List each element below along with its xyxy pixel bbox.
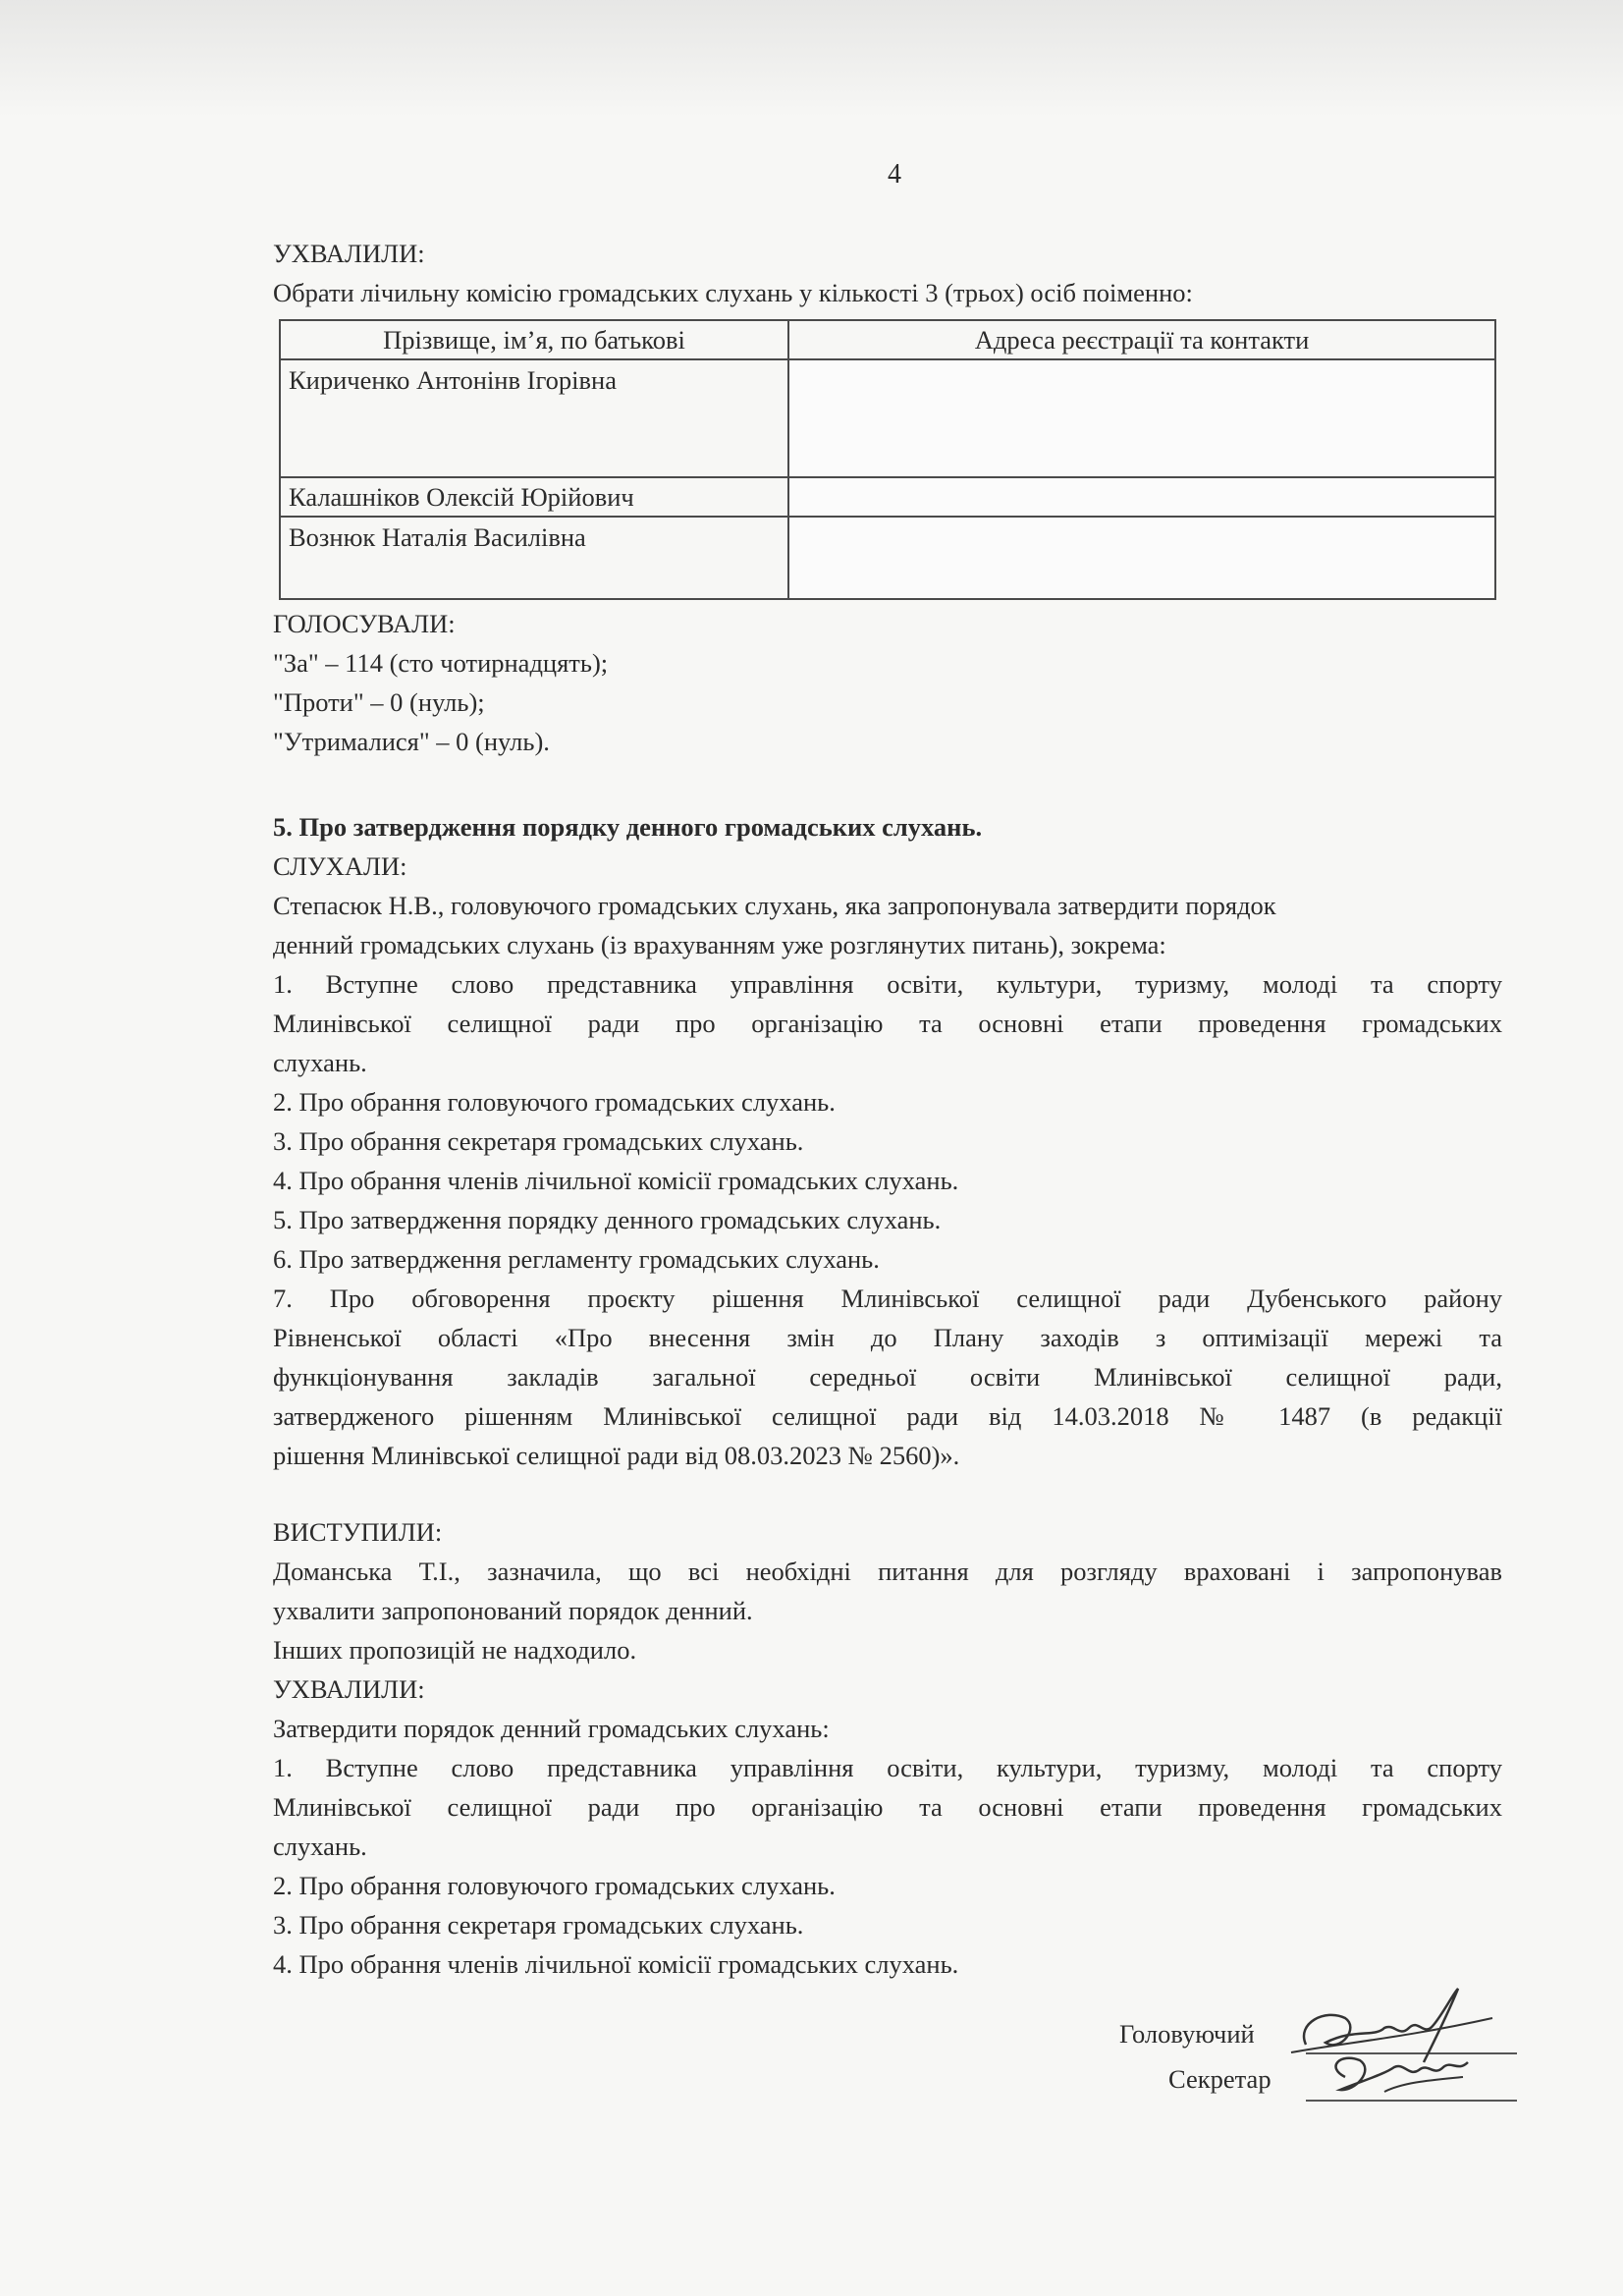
vote-against: "Проти" – 0 (нуль); xyxy=(273,687,485,717)
agenda-item: 6. Про затвердження регламенту громадських слухань. xyxy=(273,1244,880,1274)
voting-section xyxy=(273,604,1502,761)
member-name: Калашніков Олексій Юрійович xyxy=(280,477,788,517)
redacted-address xyxy=(788,477,1495,517)
signature-block xyxy=(1119,2003,1532,2151)
table-row xyxy=(280,477,1495,517)
resolved-text: Обрати лічильну комісію громадських слухань у кількості 3 (трьох) осіб поіменно: xyxy=(273,278,1193,307)
agenda-item: слухань. xyxy=(273,1048,367,1077)
section-title: 5. Про затвердження порядку денного громадських слухань. xyxy=(273,812,983,842)
agenda-item: 3. Про обрання секретаря громадських слухань. xyxy=(273,1910,804,1940)
resolved-heading: УХВАЛИЛИ: xyxy=(273,1674,425,1704)
resolved-heading: УХВАЛИЛИ: xyxy=(273,239,425,268)
speech-text: ухвалити запропонований порядок денний. xyxy=(273,1596,753,1625)
chair-label: Головуючий xyxy=(1119,2019,1255,2049)
redacted-address xyxy=(788,359,1495,477)
table-row xyxy=(280,359,1495,477)
member-name: Кириченко Антонінв Ігорівна xyxy=(280,359,788,477)
handwritten-signatures xyxy=(1286,1984,1522,2131)
agenda-item: 1. Вступне слово представника управління освіти, культури, туризму, молоді та спорту xyxy=(273,1753,1502,1782)
page-number: 4 xyxy=(888,159,901,190)
heard-text: денний громадських слухань (із врахуванням уже розглянутих питань), зокрема: xyxy=(273,930,1166,959)
agenda-item: 4. Про обрання членів лічильної комісії громадських слухань. xyxy=(273,1166,959,1195)
column-header-address: Адреса реєстрації та контакти xyxy=(788,320,1495,359)
heard-heading: СЛУХАЛИ: xyxy=(273,851,407,881)
vote-for: "За" – 114 (сто чотирнадцять); xyxy=(273,648,609,678)
resolution-section xyxy=(273,234,1502,312)
agenda-item: 1. Вступне слово представника управління освіти, культури, туризму, молоді та спорту xyxy=(273,969,1502,999)
secretary-label: Секретар xyxy=(1168,2064,1271,2094)
speech-text: Доманська Т.І., зазначила, що всі необхідні питання для розгляду враховані і запропонував xyxy=(273,1557,1502,1586)
agenda-section-5 xyxy=(273,807,1502,1475)
scan-shadow xyxy=(0,0,1623,118)
agenda-item: Рівненської області «Про внесення змін до Плану заходів з оптимізації мережі та xyxy=(273,1323,1502,1352)
agenda-item: 2. Про обрання головуючого громадських слухань. xyxy=(273,1087,836,1117)
agenda-item: рішення Млинівської селищної ради від 08.03.2023 № 2560)». xyxy=(273,1441,960,1470)
agenda-item: 2. Про обрання головуючого громадських слухань. xyxy=(273,1871,836,1900)
speeches-section xyxy=(273,1512,1502,1984)
table-header-row xyxy=(280,320,1495,359)
heard-text: Степасюк Н.В., головуючого громадських слухань, яка запропонувала затвердити порядок xyxy=(273,891,1276,920)
redacted-address xyxy=(788,517,1495,599)
counting-commission-table xyxy=(279,319,1496,600)
agenda-item: Млинівської селищної ради про організацію та основні етапи проведення громадських xyxy=(273,1009,1502,1038)
no-proposals-text: Інших пропозицій не надходило. xyxy=(273,1635,637,1665)
agenda-item: затвердженого рішенням Млинівської селищної ради від 14.03.2018 № 1487 (в редакції xyxy=(273,1401,1502,1431)
agenda-item: 7. Про обговорення проєкту рішення Млинівської селищної ради Дубенського району xyxy=(273,1284,1502,1313)
column-header-name: Прізвище, ім’я, по батькові xyxy=(280,320,788,359)
agenda-item: слухань. xyxy=(273,1831,367,1861)
spoke-heading: ВИСТУПИЛИ: xyxy=(273,1517,443,1547)
member-name: Вознюк Наталія Василівна xyxy=(280,517,788,599)
table-row xyxy=(280,517,1495,599)
agenda-item: 4. Про обрання членів лічильної комісії громадських слухань. xyxy=(273,1949,959,1979)
agenda-item: функціонування закладів загальної середньої освіти Млинівської селищної ради, xyxy=(273,1362,1502,1392)
agenda-item: 5. Про затвердження порядку денного громадських слухань. xyxy=(273,1205,942,1234)
vote-abstained: "Утрималися" – 0 (нуль). xyxy=(273,727,550,756)
voting-heading: ГОЛОСУВАЛИ: xyxy=(273,609,456,638)
agenda-item: Млинівської селищної ради про організацію та основні етапи проведення громадських xyxy=(273,1792,1502,1822)
agenda-item: 3. Про обрання секретаря громадських слухань. xyxy=(273,1126,804,1156)
resolved-text: Затвердити порядок денний громадських слухань: xyxy=(273,1714,830,1743)
